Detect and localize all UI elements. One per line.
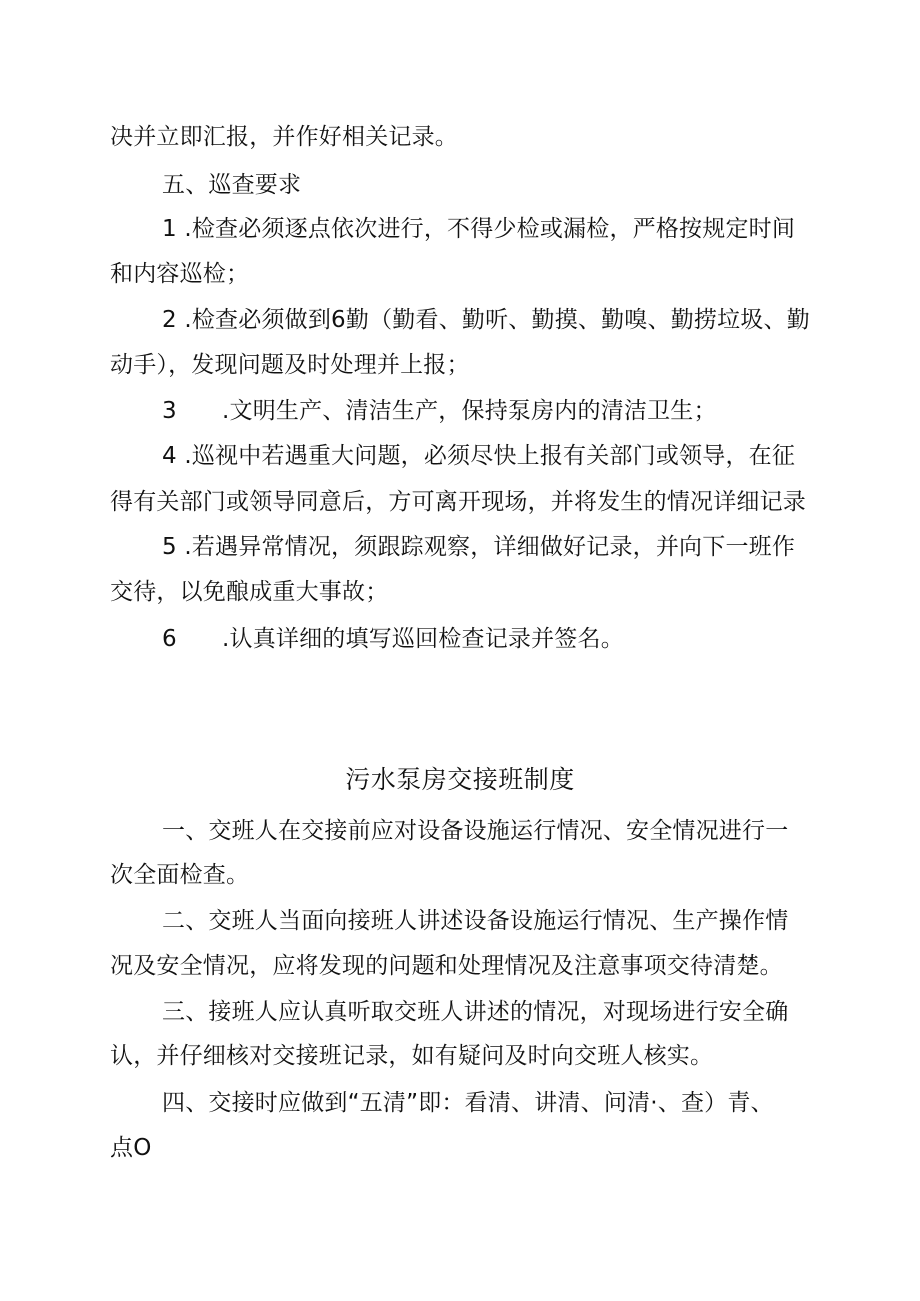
item-1-line-1: 1 .检查必须逐点依次进行，不得少检或漏检，严格按规定时间 (162, 216, 796, 242)
paragraph-4-line-1: 四、交接时应做到“五清”即：看清、讲清、问清·、查）青、 (162, 1090, 774, 1116)
item-3-number: 3 (162, 398, 177, 424)
item-6 (162, 624, 624, 654)
paragraph-continuation: 决并立即汇报，并作好相关记录。 (110, 124, 458, 150)
item-5-line-2: 交待，以免酿成重大事故； (110, 579, 389, 605)
paragraph-3-line-2: 认，并仔细核对交接班记录，如有疑问及时向交班人核实。 (110, 1043, 714, 1069)
item-4-line-2: 得有关部门或领导同意后，方可离开现场，并将发生的情况详细记录 (110, 489, 806, 515)
item-1-line-2: 和内容巡检； (110, 261, 250, 287)
item-5-line-1: 5 .若遇异常情况，须跟踪观察，详细做好记录，并向下一班作 (162, 534, 796, 560)
paragraph-2-line-2: 况及安全情况，应将发现的问题和处理情况及注意事项交待清楚。 (110, 953, 783, 979)
paragraph-3-line-1: 三、接班人应认真听取交班人讲述的情况，对现场进行安全确 (162, 999, 789, 1025)
item-4-line-1: 4 .巡视中若遇重大问题，必须尽快上报有关部门或领导，在征 (162, 443, 796, 469)
item-2-line-1: 2 .检查必须做到6勤（勤看、勤听、勤摸、勤嗅、勤捞垃圾、勤 (162, 307, 810, 333)
item-3-text: .文明生产、清洁生产，保持泵房内的清洁卫生； (222, 398, 717, 424)
section-heading: 五、巡查要求 (162, 172, 302, 198)
item-2-line-2: 动手），发现问题及时处理并上报； (110, 352, 470, 378)
item-6-text: .认真详细的填写巡回检查记录并签名。 (222, 626, 624, 652)
item-3 (162, 396, 717, 426)
document-title: 污水泵房交接班制度 (345, 765, 575, 794)
paragraph-1-line-2: 次全面检查。 (110, 862, 250, 888)
paragraph-2-line-1: 二、交班人当面向接班人讲述设备设施运行情况、生产操作情 (162, 908, 789, 934)
item-6-number: 6 (162, 626, 177, 652)
paragraph-4-line-2: 点O (110, 1135, 152, 1161)
paragraph-1-line-1: 一、交班人在交接前应对设备设施运行情况、安全情况进行一 (162, 818, 789, 844)
